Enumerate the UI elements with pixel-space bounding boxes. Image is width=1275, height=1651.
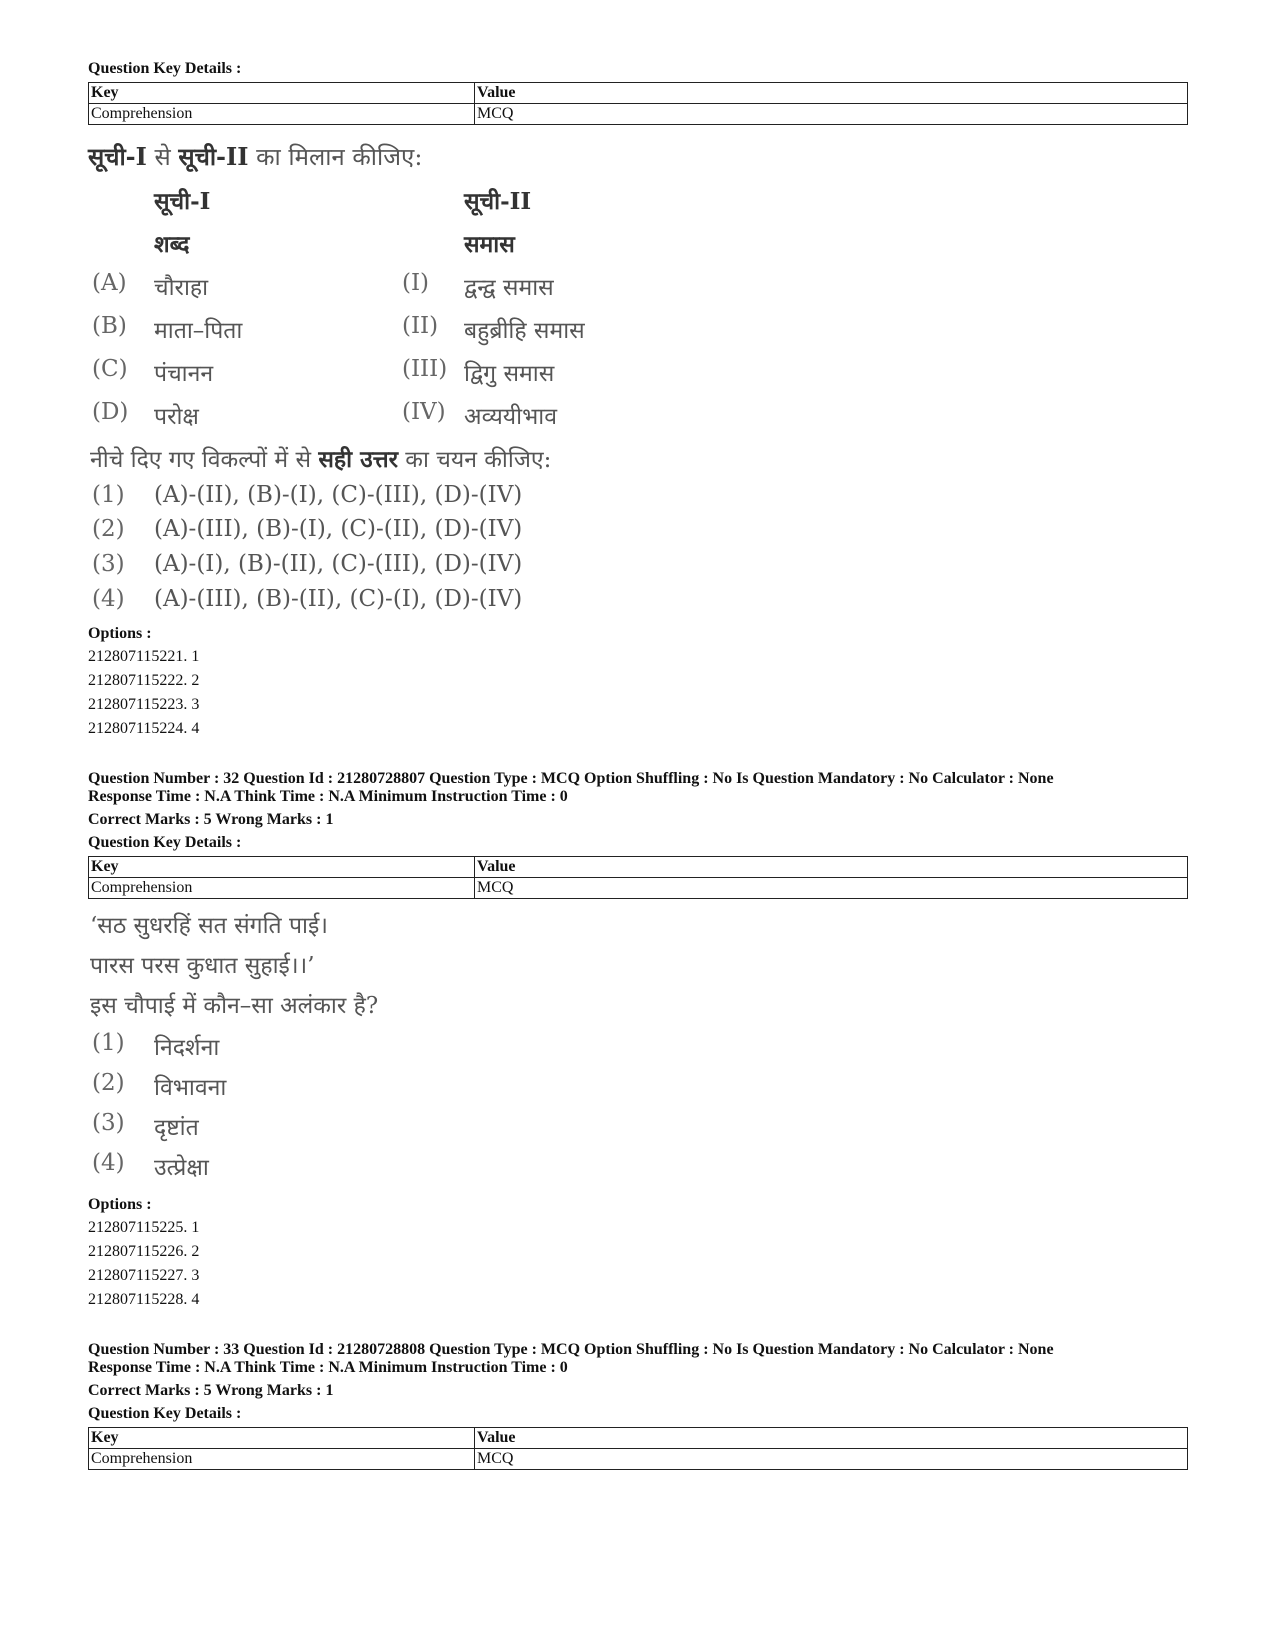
answer-number: (1) [92, 482, 125, 508]
q32-options-label: Options : [88, 1196, 152, 1213]
answer-text: (A)-(II), (B)-(I), (C)-(III), (D)-(IV) [154, 482, 523, 508]
option-item: 212807115222. 2 [88, 672, 200, 689]
match-row-term: परोक्ष [154, 404, 199, 430]
option-item: 212807115224. 4 [88, 720, 200, 737]
choose-tail: का चयन कीजिए: [398, 447, 552, 473]
match-row-type: अव्ययीभाव [464, 404, 557, 430]
key-cell: Comprehension [89, 1449, 475, 1470]
q33-marks: Correct Marks : 5 Wrong Marks : 1 [88, 1382, 334, 1399]
verse-line-1: ‘सठ सुधरहिं सत संगति पाई। [90, 913, 328, 939]
q32-key-table [88, 856, 1188, 899]
option-item: 212807115226. 2 [88, 1243, 200, 1260]
q31-instruction [88, 140, 422, 173]
option-item: 212807115228. 4 [88, 1291, 200, 1308]
value-header: Value [475, 1428, 1188, 1449]
q32-marks: Correct Marks : 5 Wrong Marks : 1 [88, 811, 334, 828]
instruction-tail: का मिलान कीजिए: [248, 143, 423, 171]
match-row-type: द्विगु समास [464, 361, 555, 387]
answer-text: (A)-(III), (B)-(II), (C)-(I), (D)-(IV) [154, 586, 523, 612]
option-item: 212807115221. 1 [88, 648, 200, 665]
choose-head: नीचे दिए गए विकल्पों में से [90, 447, 319, 473]
list-one-label: सूची-I [88, 142, 147, 171]
value-header: Value [475, 857, 1188, 878]
answer-text: उत्प्रेक्षा [154, 1155, 209, 1181]
q31-key-details-label: Question Key Details : [88, 60, 242, 77]
value-cell: MCQ [475, 104, 1188, 125]
q31-key-table [88, 82, 1188, 125]
q31-question-image [88, 138, 1188, 618]
match-row-label: (D) [92, 399, 129, 425]
q33-key-table [88, 1427, 1188, 1470]
answer-number: (1) [92, 1030, 125, 1056]
answer-number: (2) [92, 516, 125, 542]
verse-line-2: पारस परस कुधात सुहाई।।’ [90, 953, 315, 979]
answer-number: (3) [92, 1110, 125, 1136]
q33-meta-line2: Response Time : N.A Think Time : N.A Minimum Instruction Time : 0 [88, 1359, 568, 1376]
match-row-roman: (II) [402, 313, 439, 339]
value-header: Value [475, 83, 1188, 104]
q32-meta-line2: Response Time : N.A Think Time : N.A Minimum Instruction Time : 0 [88, 788, 568, 805]
key-cell: Comprehension [89, 878, 475, 899]
instruction-joiner: से [146, 143, 179, 171]
q31-options-label: Options : [88, 625, 152, 642]
match-row-term: माता–पिता [154, 318, 243, 344]
key-header: Key [89, 1428, 475, 1449]
q31-options-list [88, 645, 1188, 741]
answer-text: दृष्टांत [154, 1115, 199, 1141]
option-item: 212807115223. 3 [88, 696, 200, 713]
q32-meta-line1: Question Number : 32 Question Id : 21280728807 Question Type : MCQ Option Shuffling : No Is Question Mandatory : No Calculator : None [88, 770, 1054, 787]
match-row-term: चौराहा [154, 275, 209, 301]
question-line: इस चौपाई में कौन–सा अलंकार है? [90, 993, 379, 1019]
answer-number: (4) [92, 586, 125, 612]
q32-question-image [88, 908, 1188, 1188]
col2-heading: सूची-II [464, 188, 532, 215]
col2-subheading: समास [464, 231, 515, 258]
match-row-term: पंचानन [154, 361, 214, 387]
choose-instruction [90, 442, 551, 474]
match-row-label: (C) [92, 356, 128, 382]
answer-text: विभावना [154, 1075, 227, 1101]
q32-options-list [88, 1216, 1188, 1312]
col1-heading: सूची-I [154, 188, 211, 215]
match-row-label: (A) [92, 270, 127, 296]
value-cell: MCQ [475, 1449, 1188, 1470]
match-row-type: द्वन्द्व समास [464, 275, 554, 301]
answer-number: (3) [92, 551, 125, 577]
match-row-roman: (III) [402, 356, 448, 382]
answer-number: (4) [92, 1150, 125, 1176]
key-header: Key [89, 857, 475, 878]
key-header: Key [89, 83, 475, 104]
correct-answer-phrase: सही उत्तर [318, 446, 398, 473]
q33-key-details-label: Question Key Details : [88, 1405, 242, 1422]
col1-subheading: शब्द [154, 231, 190, 258]
match-row-label: (B) [92, 313, 127, 339]
match-row-roman: (I) [402, 270, 430, 296]
option-item: 212807115225. 1 [88, 1219, 200, 1236]
match-row-type: बहुब्रीहि समास [464, 318, 585, 344]
option-item: 212807115227. 3 [88, 1267, 200, 1284]
answer-text: (A)-(III), (B)-(I), (C)-(II), (D)-(IV) [154, 516, 523, 542]
q33-meta-line1: Question Number : 33 Question Id : 21280728808 Question Type : MCQ Option Shuffling : No Is Question Mandatory : No Calculator : None [88, 1341, 1054, 1358]
key-cell: Comprehension [89, 104, 475, 125]
answer-text: निदर्शना [154, 1035, 220, 1061]
answer-number: (2) [92, 1070, 125, 1096]
q32-key-details-label: Question Key Details : [88, 834, 242, 851]
list-two-label: सूची-II [178, 142, 249, 171]
value-cell: MCQ [475, 878, 1188, 899]
match-row-roman: (IV) [402, 399, 446, 425]
answer-text: (A)-(I), (B)-(II), (C)-(III), (D)-(IV) [154, 551, 523, 577]
